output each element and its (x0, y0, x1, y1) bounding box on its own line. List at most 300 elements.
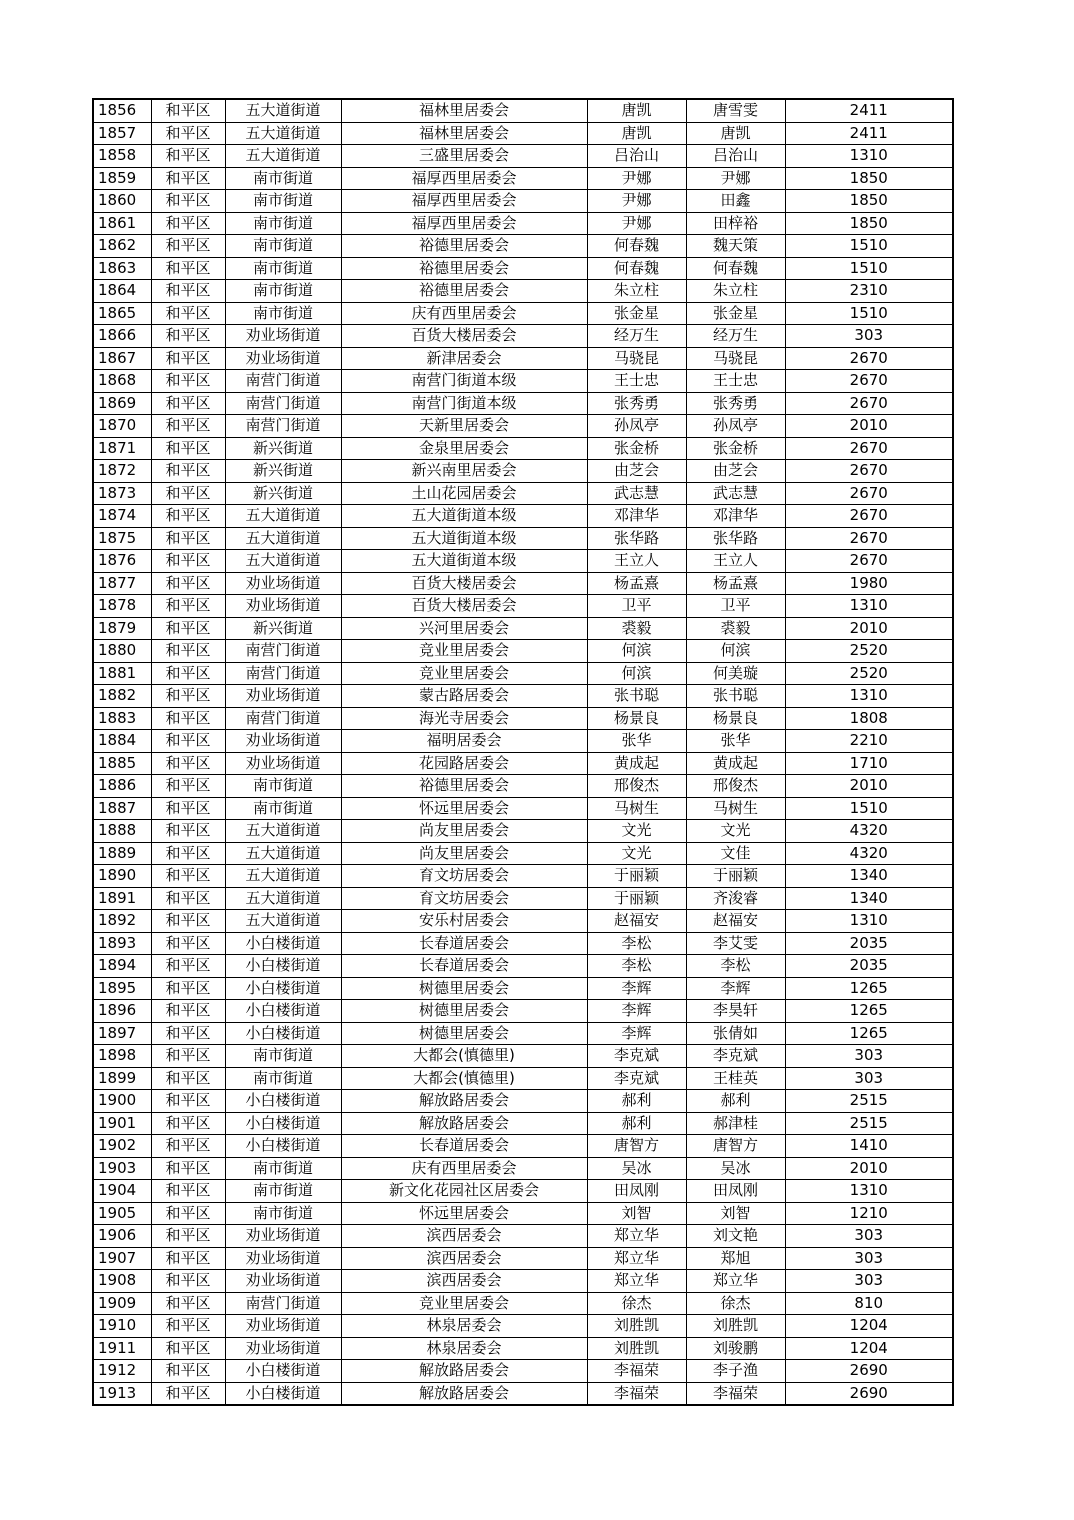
district-cell: 和平区 (151, 482, 225, 505)
table-row (93, 145, 953, 168)
row-number-cell: 1895 (93, 977, 151, 1000)
committee-cell: 裕德里居委会 (341, 235, 587, 258)
amount-cell: 1265 (785, 1000, 953, 1023)
amount-cell: 2035 (785, 955, 953, 978)
amount-cell: 1204 (785, 1337, 953, 1360)
subdistrict-cell: 劝业场街道 (225, 1225, 341, 1248)
district-cell: 和平区 (151, 302, 225, 325)
district-cell: 和平区 (151, 392, 225, 415)
committee-cell: 五大道街道本级 (341, 550, 587, 573)
amount-cell: 2670 (785, 370, 953, 393)
amount-cell: 1340 (785, 865, 953, 888)
district-cell: 和平区 (151, 865, 225, 888)
amount-cell: 1510 (785, 302, 953, 325)
committee-cell: 福厚西里居委会 (341, 167, 587, 190)
committee-cell: 南营门街道本级 (341, 392, 587, 415)
district-cell: 和平区 (151, 370, 225, 393)
amount-cell: 810 (785, 1292, 953, 1315)
member-cell: 唐雪雯 (686, 99, 785, 122)
table-row (93, 842, 953, 865)
table-row (93, 280, 953, 303)
committee-cell: 林泉居委会 (341, 1315, 587, 1338)
row-number-cell: 1879 (93, 617, 151, 640)
table-row (93, 527, 953, 550)
applicant-cell: 邓津华 (587, 505, 686, 528)
applicant-cell: 唐凯 (587, 122, 686, 145)
table-row (93, 797, 953, 820)
table-row (93, 505, 953, 528)
applicant-cell: 尹娜 (587, 190, 686, 213)
district-cell: 和平区 (151, 595, 225, 618)
member-cell: 经万生 (686, 325, 785, 348)
amount-cell: 2520 (785, 662, 953, 685)
district-cell: 和平区 (151, 1360, 225, 1383)
row-number-cell: 1891 (93, 887, 151, 910)
applicant-cell: 李松 (587, 955, 686, 978)
district-cell: 和平区 (151, 752, 225, 775)
table-row (93, 1270, 953, 1293)
committee-cell: 林泉居委会 (341, 1337, 587, 1360)
subdistrict-cell: 小白楼街道 (225, 1112, 341, 1135)
member-cell: 李松 (686, 955, 785, 978)
amount-cell: 2310 (785, 280, 953, 303)
row-number-cell: 1897 (93, 1022, 151, 1045)
district-cell: 和平区 (151, 1045, 225, 1068)
committee-cell: 解放路居委会 (341, 1090, 587, 1113)
member-cell: 杨景良 (686, 707, 785, 730)
row-number-cell: 1857 (93, 122, 151, 145)
subdistrict-cell: 南营门街道 (225, 1292, 341, 1315)
table-row (93, 820, 953, 843)
committee-cell: 育文坊居委会 (341, 865, 587, 888)
member-cell: 唐凯 (686, 122, 785, 145)
table-row (93, 977, 953, 1000)
subdistrict-cell: 南市街道 (225, 797, 341, 820)
district-cell: 和平区 (151, 437, 225, 460)
row-number-cell: 1862 (93, 235, 151, 258)
amount-cell: 303 (785, 1067, 953, 1090)
amount-cell: 1310 (785, 595, 953, 618)
row-number-cell: 1877 (93, 572, 151, 595)
table-row (93, 1112, 953, 1135)
table-row (93, 595, 953, 618)
table-row (93, 1135, 953, 1158)
subdistrict-cell: 南营门街道 (225, 707, 341, 730)
committee-cell: 百货大楼居委会 (341, 595, 587, 618)
applicant-cell: 李福荣 (587, 1360, 686, 1383)
member-cell: 吕治山 (686, 145, 785, 168)
row-number-cell: 1882 (93, 685, 151, 708)
district-cell: 和平区 (151, 797, 225, 820)
amount-cell: 1340 (785, 887, 953, 910)
district-cell: 和平区 (151, 707, 225, 730)
subdistrict-cell: 劝业场街道 (225, 347, 341, 370)
committee-cell: 金泉里居委会 (341, 437, 587, 460)
amount-cell: 1310 (785, 910, 953, 933)
committee-cell: 福厚西里居委会 (341, 190, 587, 213)
subdistrict-cell: 五大道街道 (225, 910, 341, 933)
district-cell: 和平区 (151, 572, 225, 595)
row-number-cell: 1861 (93, 212, 151, 235)
row-number-cell: 1875 (93, 527, 151, 550)
subdistrict-cell: 五大道街道 (225, 145, 341, 168)
row-number-cell: 1888 (93, 820, 151, 843)
amount-cell: 1310 (785, 685, 953, 708)
applicant-cell: 何春魏 (587, 257, 686, 280)
member-cell: 马树生 (686, 797, 785, 820)
committee-cell: 竞业里居委会 (341, 662, 587, 685)
applicant-cell: 卫平 (587, 595, 686, 618)
subdistrict-cell: 劝业场街道 (225, 325, 341, 348)
table-row (93, 1157, 953, 1180)
district-cell: 和平区 (151, 685, 225, 708)
applicant-cell: 李松 (587, 932, 686, 955)
amount-cell: 2411 (785, 122, 953, 145)
subdistrict-cell: 南市街道 (225, 1067, 341, 1090)
district-cell: 和平区 (151, 212, 225, 235)
subdistrict-cell: 南营门街道 (225, 370, 341, 393)
committee-cell: 树德里居委会 (341, 1022, 587, 1045)
committee-cell: 树德里居委会 (341, 1000, 587, 1023)
applicant-cell: 武志慧 (587, 482, 686, 505)
row-number-cell: 1883 (93, 707, 151, 730)
committee-cell: 大都会(慎德里) (341, 1045, 587, 1068)
amount-cell: 2210 (785, 730, 953, 753)
table-row (93, 955, 953, 978)
member-cell: 刘智 (686, 1202, 785, 1225)
table-row (93, 437, 953, 460)
row-number-cell: 1881 (93, 662, 151, 685)
table-body (93, 99, 953, 1405)
member-cell: 张金星 (686, 302, 785, 325)
row-number-cell: 1903 (93, 1157, 151, 1180)
table-row (93, 167, 953, 190)
applicant-cell: 经万生 (587, 325, 686, 348)
applicant-cell: 郝利 (587, 1112, 686, 1135)
amount-cell: 2515 (785, 1112, 953, 1135)
applicant-cell: 李福荣 (587, 1382, 686, 1405)
member-cell: 李福荣 (686, 1382, 785, 1405)
district-cell: 和平区 (151, 977, 225, 1000)
amount-cell: 1310 (785, 1180, 953, 1203)
committee-cell: 安乐村居委会 (341, 910, 587, 933)
amount-cell: 1510 (785, 235, 953, 258)
applicant-cell: 张金桥 (587, 437, 686, 460)
row-number-cell: 1880 (93, 640, 151, 663)
subdistrict-cell: 新兴街道 (225, 617, 341, 640)
table-row (93, 1180, 953, 1203)
applicant-cell: 吴冰 (587, 1157, 686, 1180)
committee-cell: 裕德里居委会 (341, 257, 587, 280)
committee-cell: 解放路居委会 (341, 1112, 587, 1135)
district-cell: 和平区 (151, 167, 225, 190)
committee-cell: 庆有西里居委会 (341, 1157, 587, 1180)
row-number-cell: 1909 (93, 1292, 151, 1315)
row-number-cell: 1905 (93, 1202, 151, 1225)
subdistrict-cell: 新兴街道 (225, 482, 341, 505)
subdistrict-cell: 小白楼街道 (225, 955, 341, 978)
subdistrict-cell: 劝业场街道 (225, 595, 341, 618)
row-number-cell: 1886 (93, 775, 151, 798)
row-number-cell: 1889 (93, 842, 151, 865)
amount-cell: 2670 (785, 527, 953, 550)
table-row (93, 775, 953, 798)
row-number-cell: 1868 (93, 370, 151, 393)
row-number-cell: 1876 (93, 550, 151, 573)
member-cell: 武志慧 (686, 482, 785, 505)
member-cell: 刘文艳 (686, 1225, 785, 1248)
district-cell: 和平区 (151, 347, 225, 370)
row-number-cell: 1900 (93, 1090, 151, 1113)
district-cell: 和平区 (151, 1382, 225, 1405)
member-cell: 王士忠 (686, 370, 785, 393)
table-row (93, 392, 953, 415)
amount-cell: 2010 (785, 415, 953, 438)
row-number-cell: 1878 (93, 595, 151, 618)
table-row (93, 1247, 953, 1270)
committee-cell: 土山花园居委会 (341, 482, 587, 505)
district-cell: 和平区 (151, 1090, 225, 1113)
district-cell: 和平区 (151, 1112, 225, 1135)
committee-cell: 福林里居委会 (341, 99, 587, 122)
member-cell: 邓津华 (686, 505, 785, 528)
table-row (93, 1360, 953, 1383)
applicant-cell: 郑立华 (587, 1225, 686, 1248)
subdistrict-cell: 南市街道 (225, 1202, 341, 1225)
row-number-cell: 1912 (93, 1360, 151, 1383)
committee-cell: 树德里居委会 (341, 977, 587, 1000)
subdistrict-cell: 南市街道 (225, 302, 341, 325)
amount-cell: 1265 (785, 1022, 953, 1045)
member-cell: 李昊轩 (686, 1000, 785, 1023)
member-cell: 文佳 (686, 842, 785, 865)
subdistrict-cell: 劝业场街道 (225, 1247, 341, 1270)
member-cell: 何滨 (686, 640, 785, 663)
applicant-cell: 张华 (587, 730, 686, 753)
committee-cell: 尚友里居委会 (341, 842, 587, 865)
committee-cell: 五大道街道本级 (341, 527, 587, 550)
committee-cell: 裕德里居委会 (341, 775, 587, 798)
subdistrict-cell: 南营门街道 (225, 662, 341, 685)
district-cell: 和平区 (151, 842, 225, 865)
row-number-cell: 1858 (93, 145, 151, 168)
row-number-cell: 1874 (93, 505, 151, 528)
committee-cell: 福明居委会 (341, 730, 587, 753)
subdistrict-cell: 小白楼街道 (225, 977, 341, 1000)
district-cell: 和平区 (151, 1157, 225, 1180)
district-cell: 和平区 (151, 235, 225, 258)
committee-cell: 裕德里居委会 (341, 280, 587, 303)
amount-cell: 303 (785, 1225, 953, 1248)
amount-cell: 303 (785, 1270, 953, 1293)
amount-cell: 1310 (785, 145, 953, 168)
member-cell: 郑立华 (686, 1270, 785, 1293)
table-row (93, 887, 953, 910)
row-number-cell: 1890 (93, 865, 151, 888)
row-number-cell: 1859 (93, 167, 151, 190)
amount-cell: 2515 (785, 1090, 953, 1113)
row-number-cell: 1867 (93, 347, 151, 370)
row-number-cell: 1894 (93, 955, 151, 978)
amount-cell: 2690 (785, 1360, 953, 1383)
district-cell: 和平区 (151, 775, 225, 798)
applicant-cell: 朱立柱 (587, 280, 686, 303)
amount-cell: 2670 (785, 437, 953, 460)
row-number-cell: 1899 (93, 1067, 151, 1090)
applicant-cell: 于丽颖 (587, 865, 686, 888)
applicant-cell: 唐凯 (587, 99, 686, 122)
amount-cell: 2670 (785, 482, 953, 505)
amount-cell: 1850 (785, 190, 953, 213)
amount-cell: 2670 (785, 505, 953, 528)
subdistrict-cell: 劝业场街道 (225, 685, 341, 708)
applicant-cell: 张秀勇 (587, 392, 686, 415)
district-cell: 和平区 (151, 662, 225, 685)
applicant-cell: 郑立华 (587, 1247, 686, 1270)
subdistrict-cell: 劝业场街道 (225, 1337, 341, 1360)
member-cell: 吴冰 (686, 1157, 785, 1180)
table-row (93, 1090, 953, 1113)
applicant-cell: 张华路 (587, 527, 686, 550)
row-number-cell: 1911 (93, 1337, 151, 1360)
table-row (93, 235, 953, 258)
committee-cell: 尚友里居委会 (341, 820, 587, 843)
applicant-cell: 徐杰 (587, 1292, 686, 1315)
table-row (93, 730, 953, 753)
row-number-cell: 1856 (93, 99, 151, 122)
table-row (93, 1202, 953, 1225)
subdistrict-cell: 五大道街道 (225, 505, 341, 528)
table-row (93, 640, 953, 663)
row-number-cell: 1884 (93, 730, 151, 753)
applicant-cell: 李辉 (587, 1022, 686, 1045)
district-cell: 和平区 (151, 1022, 225, 1045)
applicant-cell: 马树生 (587, 797, 686, 820)
district-cell: 和平区 (151, 887, 225, 910)
member-cell: 于丽颖 (686, 865, 785, 888)
amount-cell: 1808 (785, 707, 953, 730)
applicant-cell: 郑立华 (587, 1270, 686, 1293)
table-row (93, 1292, 953, 1315)
amount-cell: 1265 (785, 977, 953, 1000)
district-cell: 和平区 (151, 415, 225, 438)
table-row (93, 707, 953, 730)
committee-cell: 长春道居委会 (341, 1135, 587, 1158)
applicant-cell: 唐智方 (587, 1135, 686, 1158)
row-number-cell: 1908 (93, 1270, 151, 1293)
subdistrict-cell: 南市街道 (225, 190, 341, 213)
applicant-cell: 尹娜 (587, 167, 686, 190)
amount-cell: 1850 (785, 167, 953, 190)
district-cell: 和平区 (151, 1315, 225, 1338)
subdistrict-cell: 五大道街道 (225, 99, 341, 122)
subdistrict-cell: 南市街道 (225, 1157, 341, 1180)
applicant-cell: 王士忠 (587, 370, 686, 393)
member-cell: 郑旭 (686, 1247, 785, 1270)
committee-cell: 庆有西里居委会 (341, 302, 587, 325)
row-number-cell: 1864 (93, 280, 151, 303)
member-cell: 李辉 (686, 977, 785, 1000)
district-cell: 和平区 (151, 617, 225, 640)
committee-cell: 育文坊居委会 (341, 887, 587, 910)
subdistrict-cell: 南市街道 (225, 775, 341, 798)
member-cell: 赵福安 (686, 910, 785, 933)
table-row (93, 190, 953, 213)
committee-cell: 天新里居委会 (341, 415, 587, 438)
row-number-cell: 1860 (93, 190, 151, 213)
amount-cell: 303 (785, 325, 953, 348)
subdistrict-cell: 小白楼街道 (225, 932, 341, 955)
subdistrict-cell: 南市街道 (225, 235, 341, 258)
committee-cell: 长春道居委会 (341, 932, 587, 955)
row-number-cell: 1906 (93, 1225, 151, 1248)
member-cell: 徐杰 (686, 1292, 785, 1315)
applicant-cell: 于丽颖 (587, 887, 686, 910)
committee-cell: 南营门街道本级 (341, 370, 587, 393)
member-cell: 张华路 (686, 527, 785, 550)
applicant-cell: 张金星 (587, 302, 686, 325)
amount-cell: 303 (785, 1045, 953, 1068)
member-cell: 文光 (686, 820, 785, 843)
amount-cell: 4320 (785, 842, 953, 865)
applicant-cell: 刘胜凯 (587, 1337, 686, 1360)
applicant-cell: 邢俊杰 (587, 775, 686, 798)
table-row (93, 1067, 953, 1090)
applicant-cell: 刘智 (587, 1202, 686, 1225)
table-row (93, 302, 953, 325)
member-cell: 李克斌 (686, 1045, 785, 1068)
member-cell: 张华 (686, 730, 785, 753)
table-row (93, 122, 953, 145)
table-row (93, 1000, 953, 1023)
subdistrict-cell: 劝业场街道 (225, 572, 341, 595)
amount-cell: 4320 (785, 820, 953, 843)
table-row (93, 99, 953, 122)
row-number-cell: 1904 (93, 1180, 151, 1203)
member-cell: 田梓裕 (686, 212, 785, 235)
row-number-cell: 1872 (93, 460, 151, 483)
subdistrict-cell: 南市街道 (225, 257, 341, 280)
applicant-cell: 文光 (587, 820, 686, 843)
table-row (93, 617, 953, 640)
subdistrict-cell: 五大道街道 (225, 122, 341, 145)
district-cell: 和平区 (151, 910, 225, 933)
amount-cell: 1204 (785, 1315, 953, 1338)
row-number-cell: 1885 (93, 752, 151, 775)
district-cell: 和平区 (151, 932, 225, 955)
committee-cell: 解放路居委会 (341, 1360, 587, 1383)
applicant-cell: 马骁昆 (587, 347, 686, 370)
subdistrict-cell: 五大道街道 (225, 887, 341, 910)
subdistrict-cell: 新兴街道 (225, 437, 341, 460)
row-number-cell: 1901 (93, 1112, 151, 1135)
amount-cell: 1850 (785, 212, 953, 235)
applicant-cell: 李克斌 (587, 1045, 686, 1068)
table-row (93, 685, 953, 708)
committee-cell: 百货大楼居委会 (341, 572, 587, 595)
committee-cell: 五大道街道本级 (341, 505, 587, 528)
member-cell: 王桂英 (686, 1067, 785, 1090)
row-number-cell: 1866 (93, 325, 151, 348)
district-cell: 和平区 (151, 325, 225, 348)
member-cell: 尹娜 (686, 167, 785, 190)
subdistrict-cell: 劝业场街道 (225, 752, 341, 775)
applicant-cell: 何春魏 (587, 235, 686, 258)
amount-cell: 1980 (785, 572, 953, 595)
applicant-cell: 孙凤亭 (587, 415, 686, 438)
applicant-cell: 田凤刚 (587, 1180, 686, 1203)
table-row (93, 325, 953, 348)
